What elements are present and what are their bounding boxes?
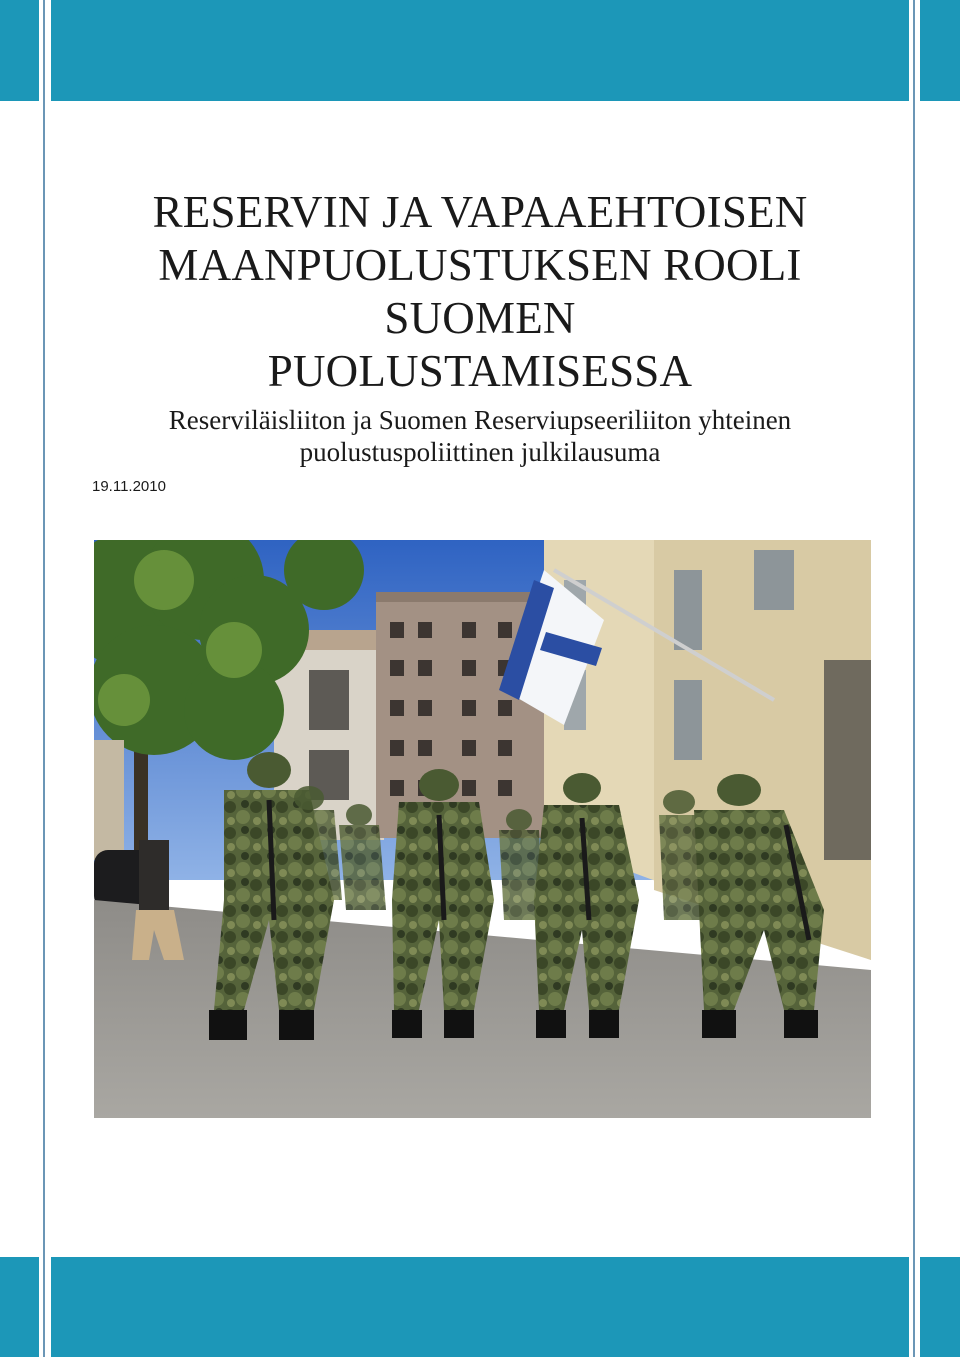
- cover-photo: [94, 540, 871, 1118]
- frame-line-right: [913, 0, 915, 1357]
- subtitle-line-1: Reserviläisliiton ja Suomen Reserviupseeriliiton yhteinen: [168, 405, 792, 435]
- document-date: 19.11.2010: [92, 478, 166, 495]
- bottom-band-right: [920, 1257, 960, 1357]
- title-line-2: MAANPUOLUSTUKSEN ROOLI SUOMEN: [158, 240, 802, 343]
- bottom-band-middle: [51, 1257, 909, 1357]
- document-subtitle: [60, 404, 900, 468]
- bottom-band-left: [0, 1257, 39, 1357]
- title-block: [60, 186, 900, 468]
- frame-line-left: [43, 0, 45, 1357]
- document-title: [60, 186, 900, 398]
- marching-soldiers-photo-icon: [94, 540, 871, 1118]
- bottom-band: [0, 1257, 960, 1357]
- title-line-1: RESERVIN JA VAPAAEHTOISEN: [152, 187, 808, 237]
- title-line-3: PUOLUSTAMISESSA: [267, 346, 693, 396]
- top-band-left: [0, 0, 39, 101]
- top-band-middle: [51, 0, 909, 101]
- top-band-right: [920, 0, 960, 101]
- top-band: [0, 0, 960, 101]
- subtitle-line-2: puolustuspoliittinen julkilausuma: [299, 437, 661, 467]
